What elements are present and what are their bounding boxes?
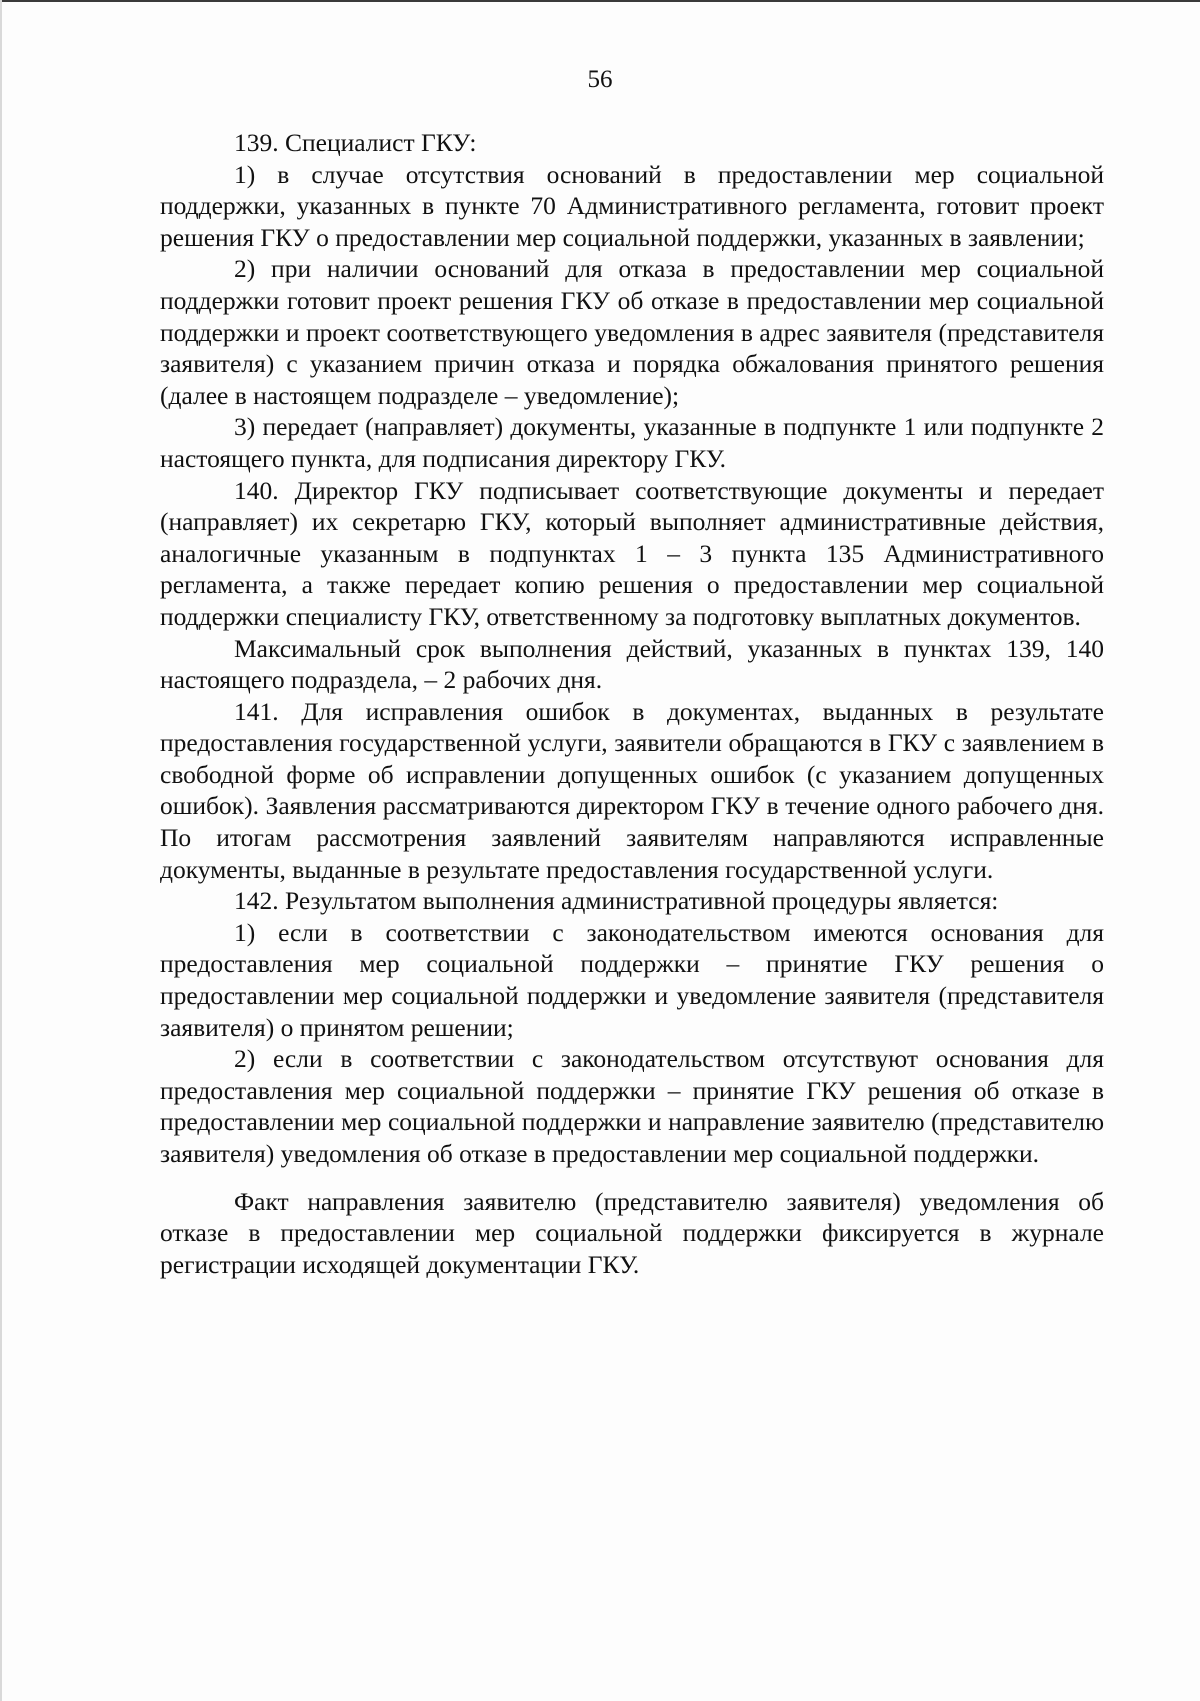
paragraph-139-heading: 139. Специалист ГКУ:	[234, 128, 477, 157]
paragraph-140: 140. Директор ГКУ подписывает соответствующие документы и передает (направляет) их секретарю ГКУ, который выполняет административные действия, аналогичные указанным в подпунктах 1 – 3 пункта 135 Административного регламента, а также передает копию решения о предоставлении мер социальной поддержки специалисту ГКУ, ответственному за подготовку выплатных документов.	[160, 475, 1104, 631]
scan-top-border	[0, 0, 1200, 2]
document-body	[160, 127, 1104, 1280]
paragraph-139-item-3: 3) передает (направляет) документы, указанные в подпункте 1 или подпункте 2 настоящего пункта, для подписания директору ГКУ.	[160, 412, 1104, 473]
paragraph-142-item-1: 1) если в соответствии с законодательством имеются основания для предоставления мер социальной поддержки – принятие ГКУ решения о предоставлении мер социальной поддержки и уведомление заявителя (представителя заявителя) о принятом решении;	[160, 917, 1104, 1042]
scan-left-edge	[0, 0, 2, 1701]
paragraph-142-heading: 142. Результатом выполнения административной процедуры является:	[234, 886, 999, 916]
paragraph-139-item-2: 2) при наличии оснований для отказа в предоставлении мер социальной поддержки готовит проект решения ГКУ об отказе в предоставлении мер социальной поддержки и проект соответствующего уведомления в адрес заявителя (представителя заявителя) с указанием причин отказа и порядка обжалования принятого решения (далее в настоящем подразделе – уведомление);	[160, 254, 1104, 410]
paragraph-deadline: Максимальный срок выполнения действий, указанных в пунктах 139, 140 настоящего подраздела, – 2 рабочих дня.	[160, 633, 1104, 695]
paragraph-142-item-2: 2) если в соответствии с законодательством отсутствуют основания для предоставления мер социальной поддержки – принятие ГКУ решения об отказе в предоставлении мер социальной поддержки и направление заявителю (представителю заявителя) уведомления об отказе в предоставлении мер социальной поддержки.	[160, 1044, 1104, 1168]
paragraph-141: 141. Для исправления ошибок в документах, выданных в результате предоставления государственной услуги, заявители обращаются в ГКУ с заявлением в свободной форме об исправлении допущенных ошибок (с указанием допущенных ошибок). Заявления рассматриваются директором ГКУ в течение одного рабочего дня. По итогам рассмотрения заявлений заявителям направляются исправленные документы, выданные в результате предоставления государственной услуги.	[160, 696, 1104, 884]
page-number: 56	[587, 66, 613, 93]
paragraph-notification-fact: Факт направления заявителю (представителю заявителя) уведомления об отказе в предоставлении мер социальной поддержки фиксируется в журнале регистрации исходящей документации ГКУ.	[160, 1186, 1104, 1279]
paragraph-139-item-1: 1) в случае отсутствия оснований в предоставлении мер социальной поддержки, указанных в пункте 70 Административного регламента, готовит проект решения ГКУ о предоставлении мер социальной поддержки, указанных в заявлении;	[160, 159, 1104, 252]
